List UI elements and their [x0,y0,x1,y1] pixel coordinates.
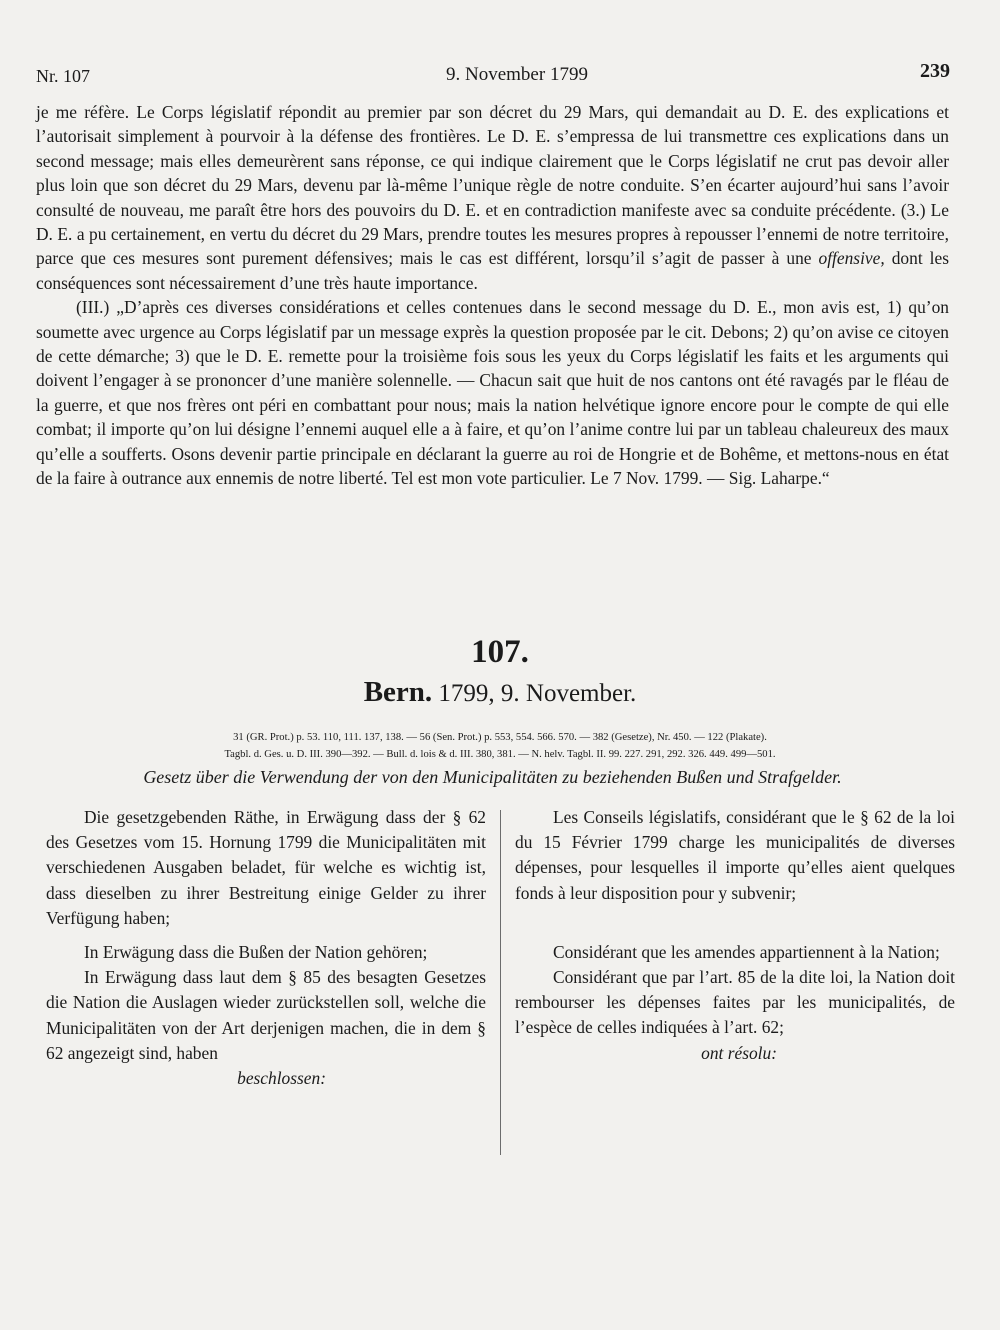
german-resolution: beschlossen: [237,1068,326,1089]
french-paragraph: Considérant que par l’art. 85 de la dite loi, la Nation doit rembourser les dépenses faites par les municipalités, de l’espèce de celles indiquées à l’art. 62; [515,967,955,1038]
page-header [36,60,950,90]
page-number: 239 [920,60,950,82]
emphasis-text: offensive, [818,248,885,269]
continued-text [36,100,949,491]
document-number: 107. [471,634,529,670]
document-place-date [0,676,1000,709]
text-run: je me réfère. Le Corps législatif répondit au premier par son décret du 29 Mars, qui demandait au D. E. des explications et l’autorisait simplement à pourvoir à la défense des frontières. Le D. E. s’empressa de lui transmettre ces explications dans un second message; mais elles demeurèrent sans réponse, ce qui indique clairement que le Corps législatif ne crut pas devoir aller plus loin que son décret du 29 Mars, devenu par là-même l’unique règle de notre conduite. S’en écarter aujourd’hui sans l’avoir consulté de nouveau, me paraît être hors des pouvoirs du D. E. et en contradiction manifeste avec sa conduite précédente. (3.) Le D. E. a pu certainement, en vertu du décret du 29 Mars, prendre toutes les mesures propres à repousser l’ennemi de notre territoire, parce que ces mesures sont purement défensives; mais le cas est différent, lorsqu’il s’agit de passer à une [36,102,949,269]
text-run: dont les conséquences sont nécessairement d’une très haute importance. [36,248,950,293]
french-column [515,805,955,1066]
document-title: Gesetz über die Verwendung der von den Municipalitäten zu beziehenden Bußen und Strafgelder. [143,767,842,787]
document-city: Bern. [363,676,433,708]
french-paragraph: Les Conseils législatifs, considérant que le § 62 de la loi du 15 Février 1799 charge les municipalités de diverses dépenses, pour lesquelles il importe qu’elles aient quelques fonds à leur disposition pour y subvenir; [515,807,955,903]
document-date: 1799, 9. November. [438,680,637,707]
header-date: 9. November 1799 [446,64,588,85]
french-paragraph: Considérant que les amendes appartiennent à la Nation; [553,941,940,962]
continued-paragraph [36,100,949,295]
french-resolution: ont résolu: [701,1042,777,1063]
german-paragraph: In Erwägung dass die Bußen der Nation gehören; [84,942,428,963]
source-references: 31 (GR. Prot.) p. 53. 110, 111. 137, 138. — 56 (Sen. Prot.) p. 553, 554. 566. 570. — 382 (Gesetze), Nr. 450. — 122 (Plakate). [233,732,767,743]
column-divider [500,810,501,1155]
german-column [46,805,486,1091]
document-number-header: Nr. 107 [36,66,90,86]
source-references: Tagbl. d. Ges. u. D. III. 390—392. — Bull. d. lois & d. III. 380, 381. — N. helv. Tagbl. II. 99. 227. 291, 292. 326. 449. 499—501. [224,749,776,760]
vote-paragraph: (III.) „D’après ces diverses considérations et celles contenues dans le second message du D. E., mon avis est, 1) qu’on soumette avec urgence au Corps législatif par un message exprès la question proposée par le cit. Debons; 2) qu’on avise ce citoyen de cette démarche; 3) que le D. E. remette pour la troisième fois sous les yeux du Corps législatif les faits et les arguments qui doivent l’engager à se prononcer d’une manière solennelle. — Chacun sait que huit de nos cantons ont été ravagés par le fléau de la guerre, et que nos frères ont péri en combattant pour nous; mais la nation helvétique ignore encore pour le compte de qui elle combat; il importe qu’on lui désigne l’ennemi auquel elle a à faire, et qu’on l’anime contre lui par un tableau chaleureux des maux qu’elle a soufferts. Osons devenir partie principale en déclarant la guerre au roi de Hongrie et de Bohême, et mettons-nous en état de la faire à outrance aux ennemis de notre liberté. Tel est mon vote particulier. Le 7 Nov. 1799. — Sig. Laharpe.“ [36,297,949,489]
german-paragraph: Die gesetzgebenden Räthe, in Erwägung dass der § 62 des Gesetzes vom 15. Hornung 1799 die Municipalitäten mit verschiedenen Ausgaben beladet, für welche es wichtig ist, dass dieselben zu ihrer Bestreitung einige Gelder zu ihrer Verfügung haben; [46,807,486,928]
german-paragraph: In Erwägung dass laut dem § 85 des besagten Gesetzes die Nation die Auslagen wieder zurückstellen soll, welche die Municipalitäten von der Art derjenigen machen, die in dem § 62 angezeigt sind, haben [46,967,486,1063]
